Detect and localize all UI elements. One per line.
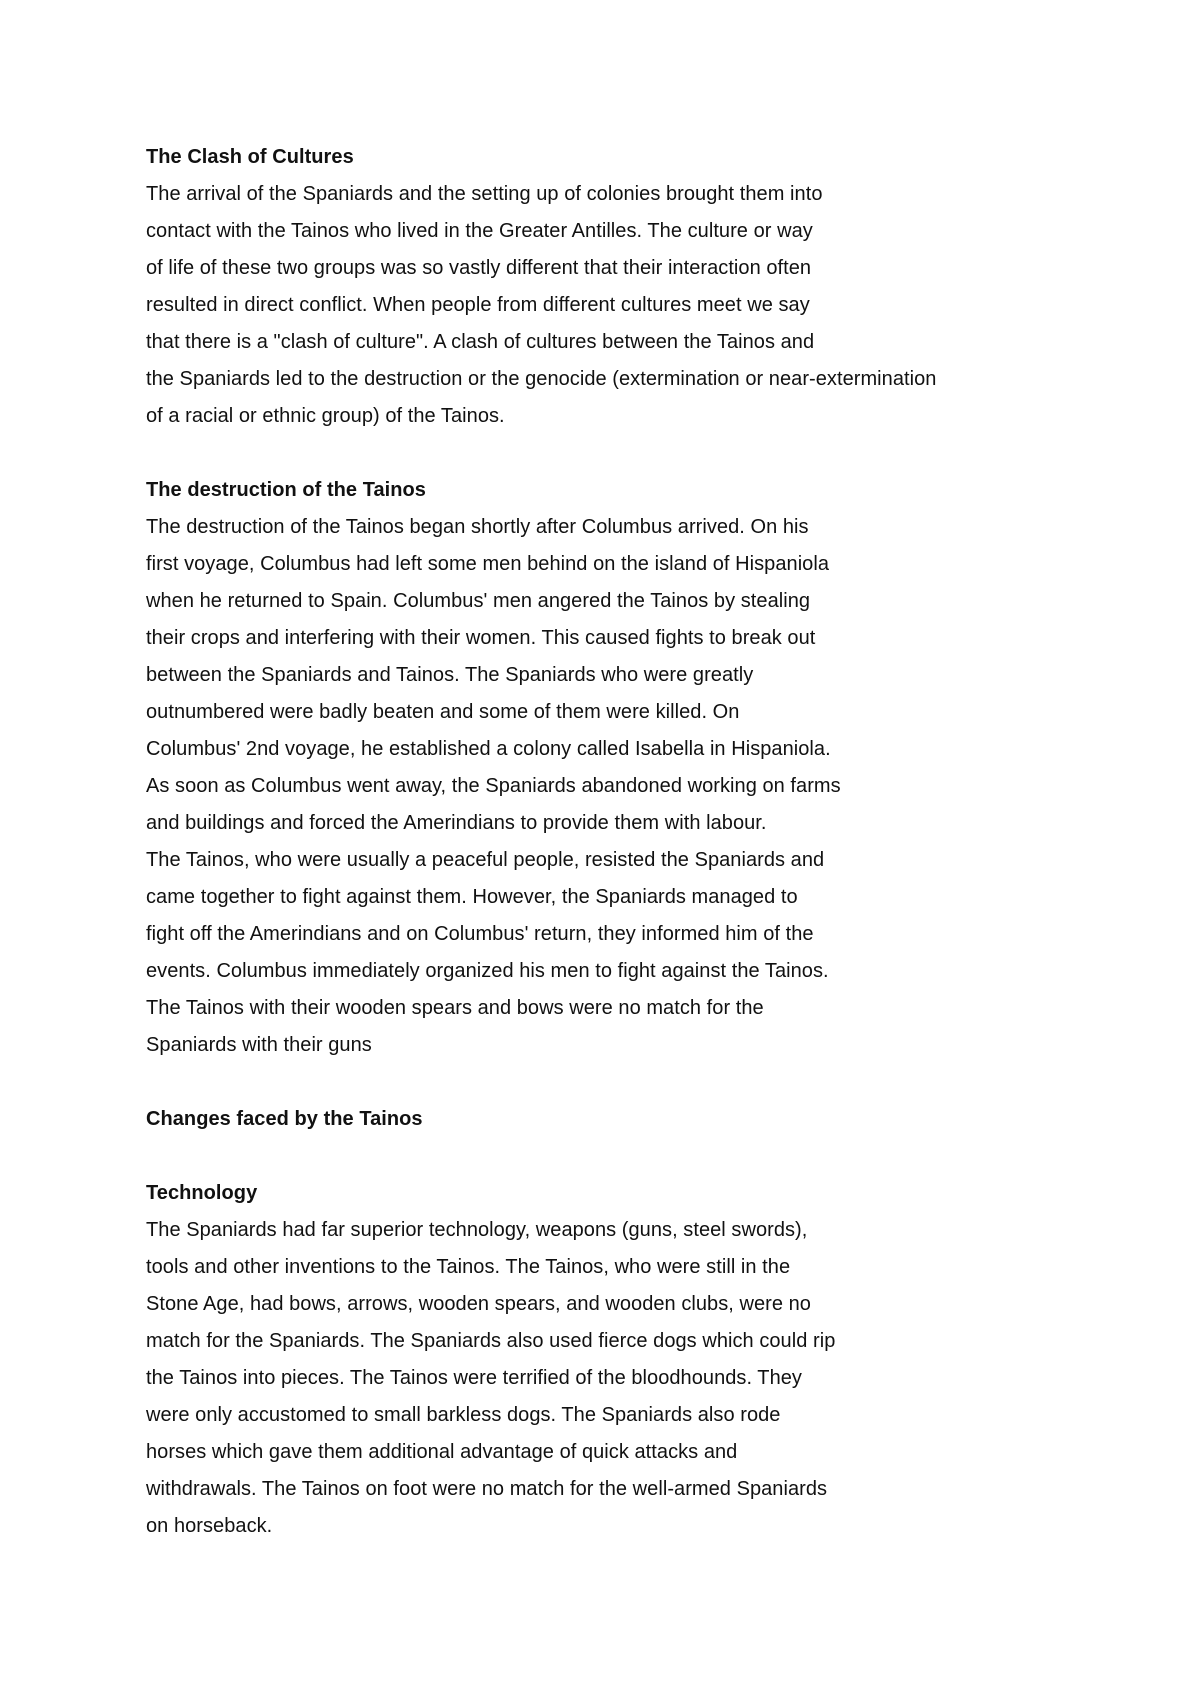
paragraph-line: were only accustomed to small barkless dogs. The Spaniards also rode	[146, 1404, 781, 1426]
section-heading-destruction-of-tainos: The destruction of the Tainos	[146, 479, 426, 501]
paragraph-line: The Spaniards had far superior technology, weapons (guns, steel swords),	[146, 1219, 808, 1241]
paragraph-line: The Tainos with their wooden spears and bows were no match for the	[146, 997, 764, 1019]
paragraph-line: events. Columbus immediately organized his men to fight against the Tainos.	[146, 960, 829, 982]
paragraph-line: when he returned to Spain. Columbus' men angered the Tainos by stealing	[146, 590, 811, 612]
paragraph-line: Spaniards with their guns	[146, 1034, 372, 1056]
paragraph-line: the Tainos into pieces. The Tainos were terrified of the bloodhounds. They	[146, 1367, 802, 1389]
paragraph-line: The arrival of the Spaniards and the setting up of colonies brought them into	[146, 183, 823, 205]
paragraph-line: and buildings and forced the Amerindians to provide them with labour.	[146, 812, 767, 834]
paragraph-line: Stone Age, had bows, arrows, wooden spears, and wooden clubs, were no	[146, 1293, 811, 1315]
paragraph-line: of a racial or ethnic group) of the Tainos.	[146, 405, 505, 427]
paragraph-line: first voyage, Columbus had left some men behind on the island of Hispaniola	[146, 553, 830, 575]
paragraph-line: the Spaniards led to the destruction or the genocide (extermination or near-extermination	[146, 368, 937, 390]
paragraph-line: Columbus' 2nd voyage, he established a colony called Isabella in Hispaniola.	[146, 738, 831, 760]
section-heading-clash-of-cultures: The Clash of Cultures	[146, 146, 354, 168]
paragraph-line: The Tainos, who were usually a peaceful people, resisted the Spaniards and	[146, 849, 825, 871]
paragraph-line: on horseback.	[146, 1515, 273, 1537]
paragraph-line: their crops and interfering with their women. This caused fights to break out	[146, 627, 816, 649]
paragraph-line: horses which gave them additional advantage of quick attacks and	[146, 1441, 738, 1463]
paragraph-line: match for the Spaniards. The Spaniards also used fierce dogs which could rip	[146, 1330, 836, 1352]
paragraph-line: came together to fight against them. However, the Spaniards managed to	[146, 886, 798, 908]
paragraph-line: outnumbered were badly beaten and some of them were killed. On	[146, 701, 740, 723]
paragraph-line: contact with the Tainos who lived in the Greater Antilles. The culture or way	[146, 220, 813, 242]
paragraph-line: withdrawals. The Tainos on foot were no match for the well-armed Spaniards	[146, 1478, 828, 1500]
paragraph-line: As soon as Columbus went away, the Spaniards abandoned working on farms	[146, 775, 841, 797]
paragraph-line: The destruction of the Tainos began shortly after Columbus arrived. On his	[146, 516, 809, 538]
section-heading-changes-faced: Changes faced by the Tainos	[146, 1108, 423, 1130]
paragraph-line: between the Spaniards and Tainos. The Spaniards who were greatly	[146, 664, 754, 686]
section-heading-technology: Technology	[146, 1182, 258, 1204]
paragraph-line: fight off the Amerindians and on Columbus' return, they informed him of the	[146, 923, 814, 945]
paragraph-line: of life of these two groups was so vastly different that their interaction often	[146, 257, 812, 279]
paragraph-line: tools and other inventions to the Tainos. The Tainos, who were still in the	[146, 1256, 791, 1278]
paragraph-line: resulted in direct conflict. When people from different cultures meet we say	[146, 294, 810, 316]
paragraph-line: that there is a "clash of culture". A clash of cultures between the Tainos and	[146, 331, 815, 353]
